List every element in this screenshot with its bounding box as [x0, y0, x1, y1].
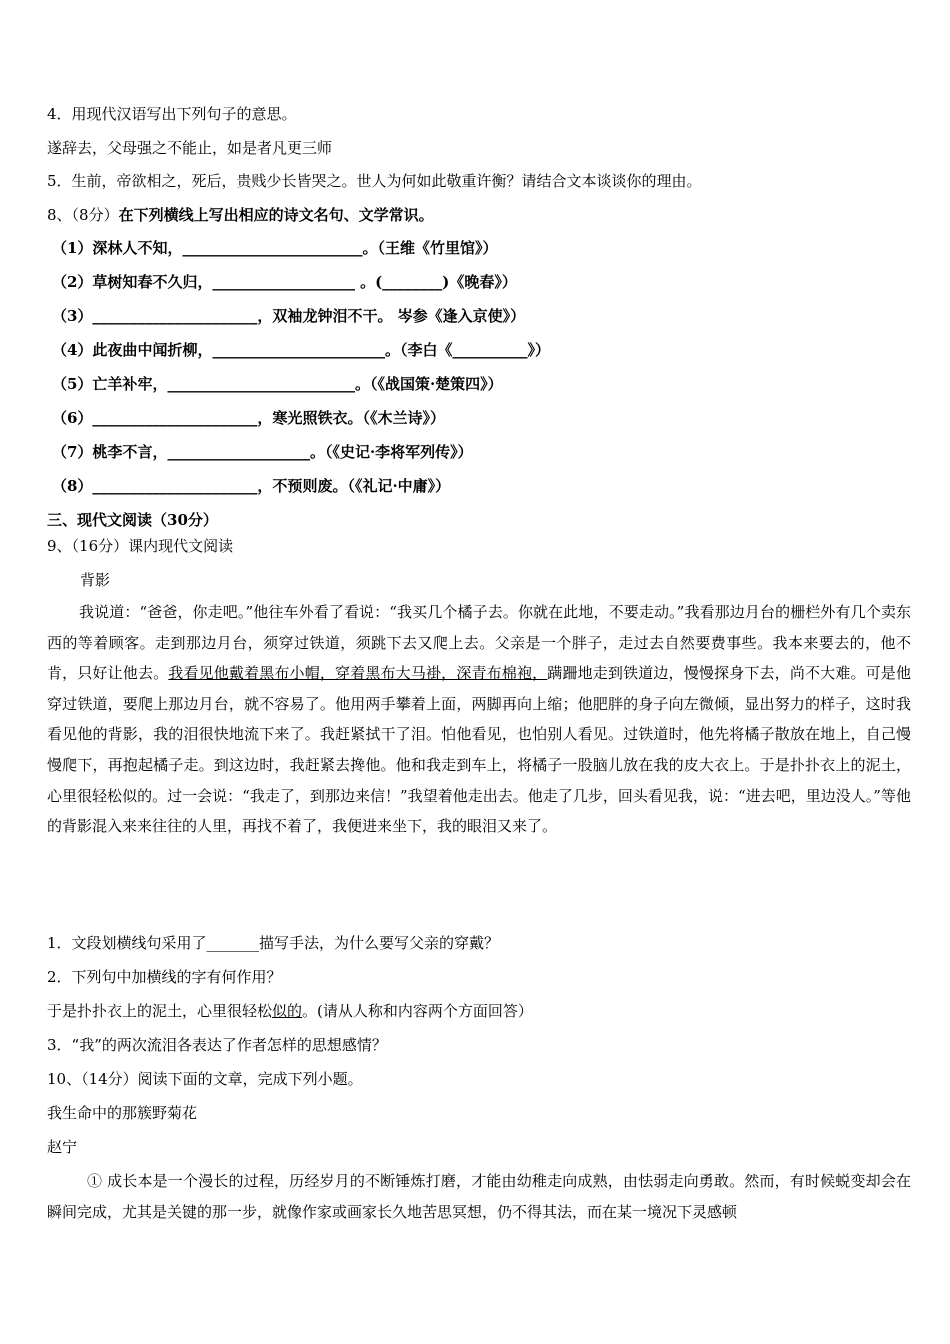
q9-sub-3: 3．“我”的两次流泪各表达了作者怎样的思想感情？ [47, 1036, 387, 1054]
question-9-heading: 9、（16分）课内现代文阅读 [47, 537, 234, 555]
question-8-instruction: 在下列横线上写出相应的诗文名句、文学常识。 [118, 206, 434, 224]
question-8-number: 8、（8分） [47, 206, 119, 224]
article-paragraph-1: ① 成长本是一个漫长的过程，历经岁月的不断锤炼打磨，才能由幼稚走向成熟，由怯弱走向勇敢。然而，有时候蜕变却会在瞬间完成，尤其是关键的那一步，就像作家或画家长久地苦思冥想，仍不得其法，而在某一境况下灵感顿 [47, 1172, 911, 1221]
underlined-sentence: 我看见他戴着黑布小帽，穿着黑布大马褂，深青布棉袍， [168, 664, 548, 683]
article-title: 我生命中的那簇野菊花 [47, 1104, 198, 1122]
q8-item-8: （8）______________________，不预则废。（《礼记·中庸》） [52, 477, 451, 495]
passage-text-b: 蹒跚地走到铁道边，慢慢探身下去，尚不大难。可是他穿过铁道，要爬上那边月台，就不容易了。他用两手攀着上面，两脚再向上缩；他肥胖的身子向左微倾，显出努力的样子，这时我看见他的背影，我的泪很快地流下来了。我赶紧拭干了泪。怕他看见，也怕别人看见。过铁道时，他先将橘子散放在地上，自己慢慢爬下，再抱起橘子走。到这边时，我赶紧去搀他。他和我走到车上，将橘子一股脑儿放在我的皮大衣上。于是扑扑衣上的泥土，心里很轻松似的。过一会说：“我走了，到那边来信！”我望着他走出去。他走了几步，回头看见我，说：“进去吧，里边没人。”等他的背影混入来来往往的人里，再找不着了，我便进来坐下，我的眼泪又来了。 [47, 664, 911, 836]
question-5: 5．生前，帝欲相之，死后，贵贱少长皆哭之。世人为何如此敬重许衡？请结合文本谈谈你的理由。 [47, 172, 702, 190]
q8-item-3: （3）______________________，双袖龙钟泪不干。 岑参《逢入京使》） [52, 307, 526, 325]
q9-sub-2-text: 于是扑扑衣上的泥土，心里很轻松 [47, 1002, 273, 1020]
q9-sub-1: 1．文段划横线句采用了_______描写手法，为什么要写父亲的穿戴？ [47, 934, 500, 952]
q8-item-4: （4）此夜曲中闻折柳，_______________________。（李白《__________》） [52, 341, 550, 359]
q8-item-6: （6）______________________，寒光照铁衣。（《木兰诗》） [52, 409, 445, 427]
question-8-header [47, 205, 434, 225]
article-author: 赵宁 [47, 1138, 78, 1156]
q9-sub-2-hint: 。(请从人称和内容两个方面回答） [302, 1002, 533, 1020]
q8-item-1: （1）深林人不知，________________________。（王维《竹里馆》） [52, 239, 498, 257]
q9-sub-2-sentence [47, 1001, 533, 1021]
q8-item-7: （7）桃李不言，___________________。（《史记·李将军列传》） [52, 443, 473, 461]
q9-sub-2: 2．下列句中加横线的字有何作用？ [47, 968, 282, 986]
passage-title: 背影 [80, 571, 111, 589]
passage-paragraph [47, 597, 911, 842]
passage-text-a: 我说道：“爸爸，你走吧。”他往车外看了看说：“我买几个橘子去。你就在此地，不要走动。”我看那边月台的栅栏外有几个卖东西的等着顾客。走到那边月台，须穿过铁道，须跳下去又爬上去。父亲是一个胖子，走过去自然要费事些。我本来要去的，他不肯，只好让他去。 [47, 603, 911, 683]
question-4-sentence: 遂辞去，父母强之不能止，如是者凡更三师 [47, 139, 333, 157]
question-4: 4．用现代汉语写出下列句子的意思。 [47, 105, 297, 123]
q8-item-2: （2）草树知春不久归，___________________ 。(________)《晚春》） [52, 273, 517, 291]
q8-item-5: （5）亡羊补牢，_________________________。（《战国策·楚策四》） [52, 375, 503, 393]
marked-characters: 似的 [272, 1002, 303, 1020]
question-10-heading: 10、（14分）阅读下面的文章，完成下列小题。 [47, 1070, 363, 1088]
section-3-heading: 三、现代文阅读（30分） [47, 511, 218, 529]
